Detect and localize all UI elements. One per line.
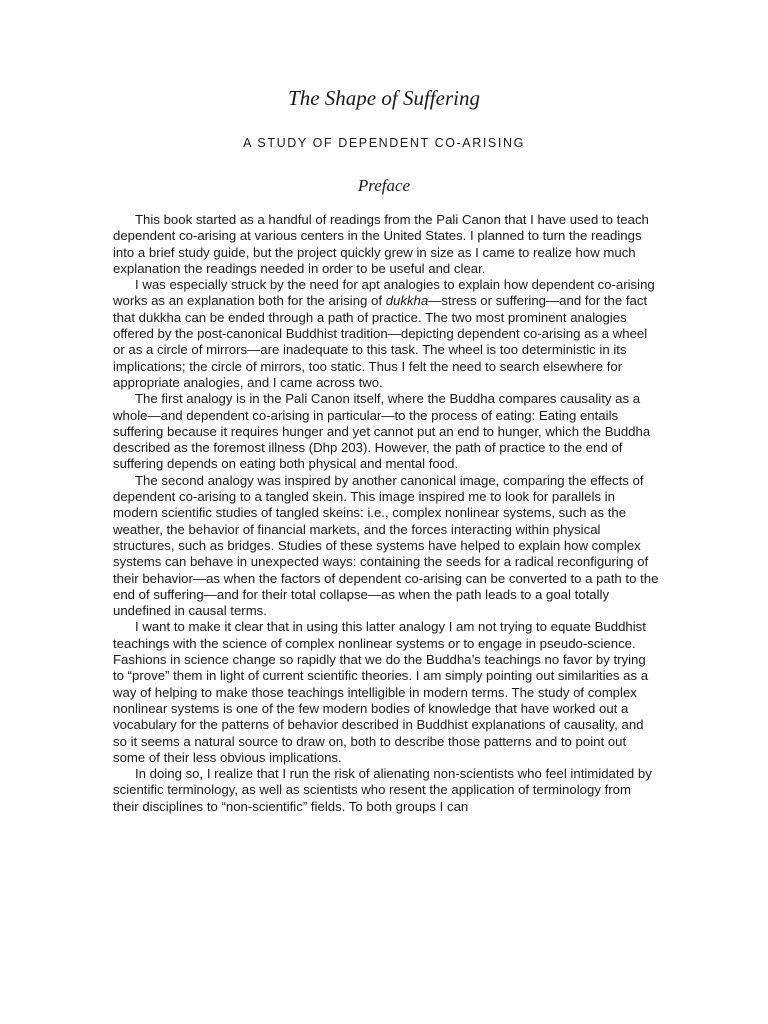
paragraph: The first analogy is in the Pali Canon itself, where the Buddha compares causality as a whole—and dependent co-arising in particular—to the process of eating: Eating entails suffering because it requires hunger and yet cannot put an end to hunger, which the Buddha described as the foremost illness (Dhp 203). However, the path of practice to the end of suffering depends on eating both physical and mental food. [113,391,651,472]
paragraph: The second analogy was inspired by another canonical image, comparing the effects of dependent co-arising to a tangled skein. This image inspired me to look for parallels in modern scientific studies of tangled skeins: i.e., complex nonlinear systems, such as the weather, the behavior of financial markets, and the forces interacting within physical structures, such as bridges. Studies of these systems have helped to explain how complex systems can behave in unexpected ways: containing the seeds for a radical reconfiguring of their behavior—as when the factors of dependent co-arising can be converted to a path to the end of suffering—and for their total collapse—as when the path leads to a goal totally undefined in causal terms. [113,472,659,619]
paragraph: I was especially struck by the need for apt analogies to explain how dependent co-arising works as an explanation both for the arising of dukkha—stress or suffering—and for the fact that dukkha can be ended through a path of practice. The two most prominent analogies offered by the post-canonical Buddhist tradition—depicting dependent co-arising as a wheel or as a circle of mirrors—are inadequate to this task. The wheel is too deterministic in its implications; the circle of mirrors, too static. Thus I felt the need to search elsewhere for appropriate analogies, and I came across two. [113,277,655,390]
paragraph: I want to make it clear that in using this latter analogy I am not trying to equate Buddhist teachings with the science of complex nonlinear systems or to engage in pseudo-science. Fashions in science change so rapidly that we do the Buddha’s teachings no favor by trying to “prove” them in light of current scientific theories. I am simply pointing out similarities as a way of helping to make those teachings intelligible in modern terms. The study of complex nonlinear systems is one of the few modern bodies of knowledge that have worked out a vocabulary for the patterns of behavior described in Buddhist explanations of causality, and so it seems a natural source to draw on, both to describe those patterns and to point out some of their less obvious implications. [113,619,649,765]
book-subtitle: A STUDY OF DEPENDENT CO-ARISING [243,136,525,150]
paragraph: This book started as a handful of readings from the Pali Canon that I have used to teach dependent co-arising at various centers in the United States. I planned to turn the readings into a brief study guide, but the project quickly grew in size as I came to realize how much explanation the readings needed in order to be useful and clear. [113,212,649,276]
body-text [113,212,659,815]
emphasis-term: dukkha [385,293,429,309]
section-heading: Preface [357,176,411,195]
paragraph: In doing so, I realize that I run the risk of alienating non-scientists who feel intimidated by scientific terminology, as well as scientists who resent the application of terminology from their disciplines to “non-scientific” fields. To both groups I can [113,766,652,814]
book-title: The Shape of Suffering [288,86,480,110]
